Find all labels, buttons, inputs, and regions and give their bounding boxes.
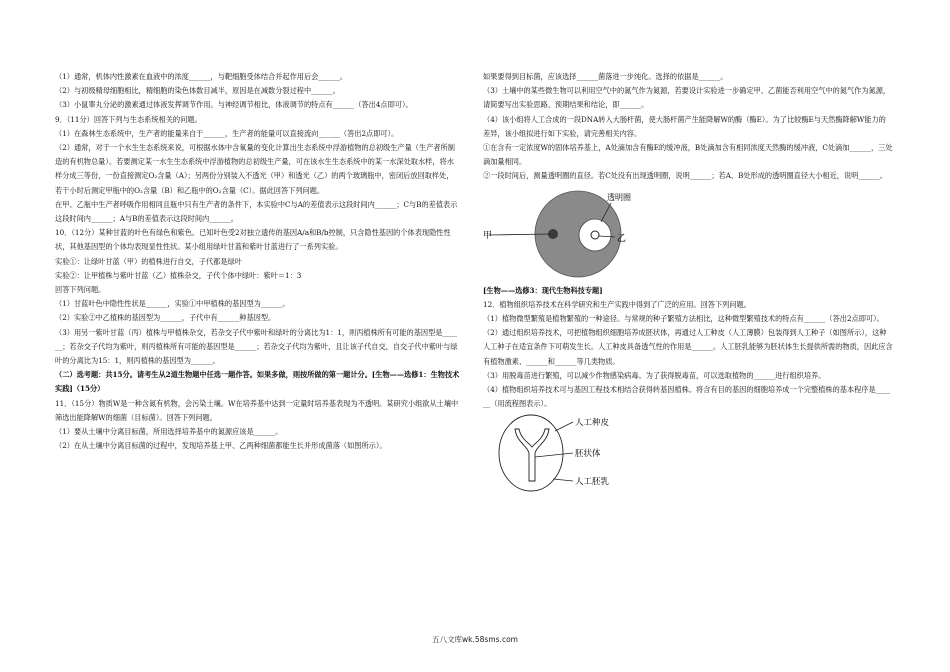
label-transparent-zone: 透明圈 xyxy=(607,192,631,202)
label-jia: 甲 xyxy=(483,230,493,241)
text-line: 9．（11分）回答下列与生态系统相关的问题。 xyxy=(55,114,202,124)
artificial-seed-figure xyxy=(491,413,691,495)
label-embryoid: 胚状体 xyxy=(575,449,601,460)
left-column xyxy=(55,70,460,453)
text-line: （3）用脱毒苗进行繁殖，可以减少作物感染病毒。为了获得脱毒苗，可以选取植物的______进行组织培养。 xyxy=(483,370,826,380)
text-line: （2）通常，对于一个水生生态系统来说，可根据水体中含氧量的变化计算出生态系统中浮游植物的总初级生产量（生产者所制造的有机物总量）。若要测定某一水生生态系统中浮游植物的总初级生产量，可在该水生生态系统中的某一水深处取水样，将水样分成三等份，一份直接测定O₂含量（A）；另两份分别装入不透光（甲）和透光（乙）的两个玻璃瓶中，密闭后放回取样处，若干小时后测定甲瓶中的O₂含量（B）和乙瓶中的O₂含量（C）。据此回答下列问题。 xyxy=(55,143,455,195)
right-bottom-text xyxy=(483,284,893,412)
text-line: 12．植物组织培养技术在科学研究和生产实践中得到了广泛的应用。回答下列问题。 xyxy=(483,299,751,309)
text-line: 11．（15分）物质W是一种含氮有机物，会污染土壤。W在培养基中达到一定量时培养基表现为不透明。某研究小组欲从土壤中筛选出能降解W的细菌（目标菌）。回答下列问题。 xyxy=(55,398,459,422)
text-line: （2）在从土壤中分离目标菌的过程中，发现培养基上甲、乙两种细菌都能生长并形成菌落（如图所示）。 xyxy=(55,441,387,451)
text-line: 10．（12分）某种甘蓝的叶色有绿色和紫色。已知叶色受2对独立遗传的基因A/a和B/b控制，只含隐性基因的个体表现隐性性状，其他基因型的个体均表现显性性状。某小组用绿叶甘蓝和紫叶甘蓝进行了一系列实验。 xyxy=(55,228,451,252)
text-line: （1）通常，机体内性激素在血液中的浓度______，与靶细胞受体结合并起作用后会______。 xyxy=(55,72,348,81)
label-endosperm: 人工胚乳 xyxy=(575,477,610,488)
text-line: 回答下列问题。 xyxy=(55,285,106,295)
text-line: （4）植物组织培养技术可与基因工程技术相结合获得转基因植株。将含有目的基因的细胞培养成一个完整植株的基本程序是______（用流程图表示）。 xyxy=(483,385,891,409)
text-line: （1）在森林生态系统中，生产者的能量来自于______，生产者的能量可以直接流向______（答出2点即可）。 xyxy=(55,128,399,138)
text-line: （3）土壤中的某些微生物可以利用空气中的氮气作为氮源，若要设计实验进一步确定甲、乙菌能否利用空气中的氮气作为氮源，请简要写出实验思路、预期结果和结论，即______。 xyxy=(483,86,891,110)
text-line: （2）通过组织培养技术，可把植物组织细胞培养成胚状体，再通过人工种皮（人工薄膜）包装得到人工种子（如图所示），这种人工种子在适宜条件下可萌发生长。人工种皮具备透气性的作用是______。人工胚乳能够为胚状体生长提供所需的物质，因此应含有植物激素、______和______等几类物质。 xyxy=(483,328,893,366)
text-line: （1）要从土壤中分离目标菌，所用选择培养基中的氮源应该是______。 xyxy=(55,427,283,437)
text-line: 在甲、乙瓶中生产者呼吸作用相同且瓶中只有生产者的条件下，本实验中C与A的差值表示这段时间内______；C与B的差值表示这段时间内______；A与B的差值表示这段时间内______。 xyxy=(55,199,458,224)
text-line: ①在含有一定浓度W的固体培养基上，A处滴加含有酶E的缓冲液，B处滴加含有相同浓度天然酶的缓冲液，C处滴加______，三处滴加量相同。 xyxy=(483,143,893,167)
text-line: （3）小鼠睾丸分泌的激素通过体液发挥调节作用。与神经调节相比，体液调节的特点有______（答出4点即可）。 xyxy=(55,100,413,110)
text-line: （1）植物微型繁殖是植物繁殖的一种途径。与常规的种子繁殖方法相比，这种微型繁殖技术的特点有______（答出2点即可）。 xyxy=(483,314,884,324)
label-seed-coat: 人工种皮 xyxy=(575,418,610,429)
text-line: ②一段时间后，测量透明圈的直径。若C处没有出现透明圈，说明______；若A、B处形成的透明圈直径大小相近，说明______。 xyxy=(483,171,888,181)
right-column xyxy=(483,70,893,497)
text-line: （1）甘蓝叶色中隐性性状是______，实验①中甲植株的基因型为______。 xyxy=(55,299,290,309)
text-line: 如果要得到目标菌，应该选择______菌落进一步纯化。选择的依据是______。 xyxy=(483,72,728,81)
text-line: [生物——选修3：现代生物科技专题] xyxy=(483,285,603,295)
text-line: （2）与初级精母细胞相比，精细胞的染色体数目减半，原因是在减数分裂过程中______。 xyxy=(55,86,340,96)
colony-yi xyxy=(591,231,599,239)
text-line: （2）实验②中乙植株的基因型为______，子代中有______种基因型。 xyxy=(55,313,276,323)
text-line: （3）用另一紫叶甘蓝（丙）植株与甲植株杂交，若杂交子代中紫叶和绿叶的分离比为1：1，则丙植株所有可能的基因型是______；若杂交子代均为紫叶，则丙植株所有可能的基因型是______；若杂交子代均为紫叶，且让该子代自交，自交子代中紫叶与绿叶的分离比为15：1，则丙植株的基因型为______。 xyxy=(55,327,458,366)
right-top-text xyxy=(483,70,893,184)
text-line: 实验①：让绿叶甘蓝（甲）的植株进行自交，子代都是绿叶 xyxy=(55,256,242,266)
footer-watermark: 五八文库wk.58sms.com xyxy=(432,635,518,644)
text-line: （二）选考题：共15分。请考生从2道生物题中任选一题作答。如果多做，则按所做的第一题计分。[生物——选修1：生物技术实践]（15分） xyxy=(55,370,460,394)
label-yi: 乙 xyxy=(617,233,627,244)
bacteria-colony-figure xyxy=(483,186,663,282)
text-line: 实验②：让甲植株与紫叶甘蓝（乙）植株杂交，子代个体中绿叶：紫叶＝1：3 xyxy=(55,270,302,280)
text-line: （4）该小组将人工合成的一段DNA转入大肠杆菌，使大肠杆菌产生能降解W的酶（酶E）。为了比较酶E与天然酶降解W能力的差异，该小组拟进行如下实验，请完善相关内容。 xyxy=(483,114,886,138)
